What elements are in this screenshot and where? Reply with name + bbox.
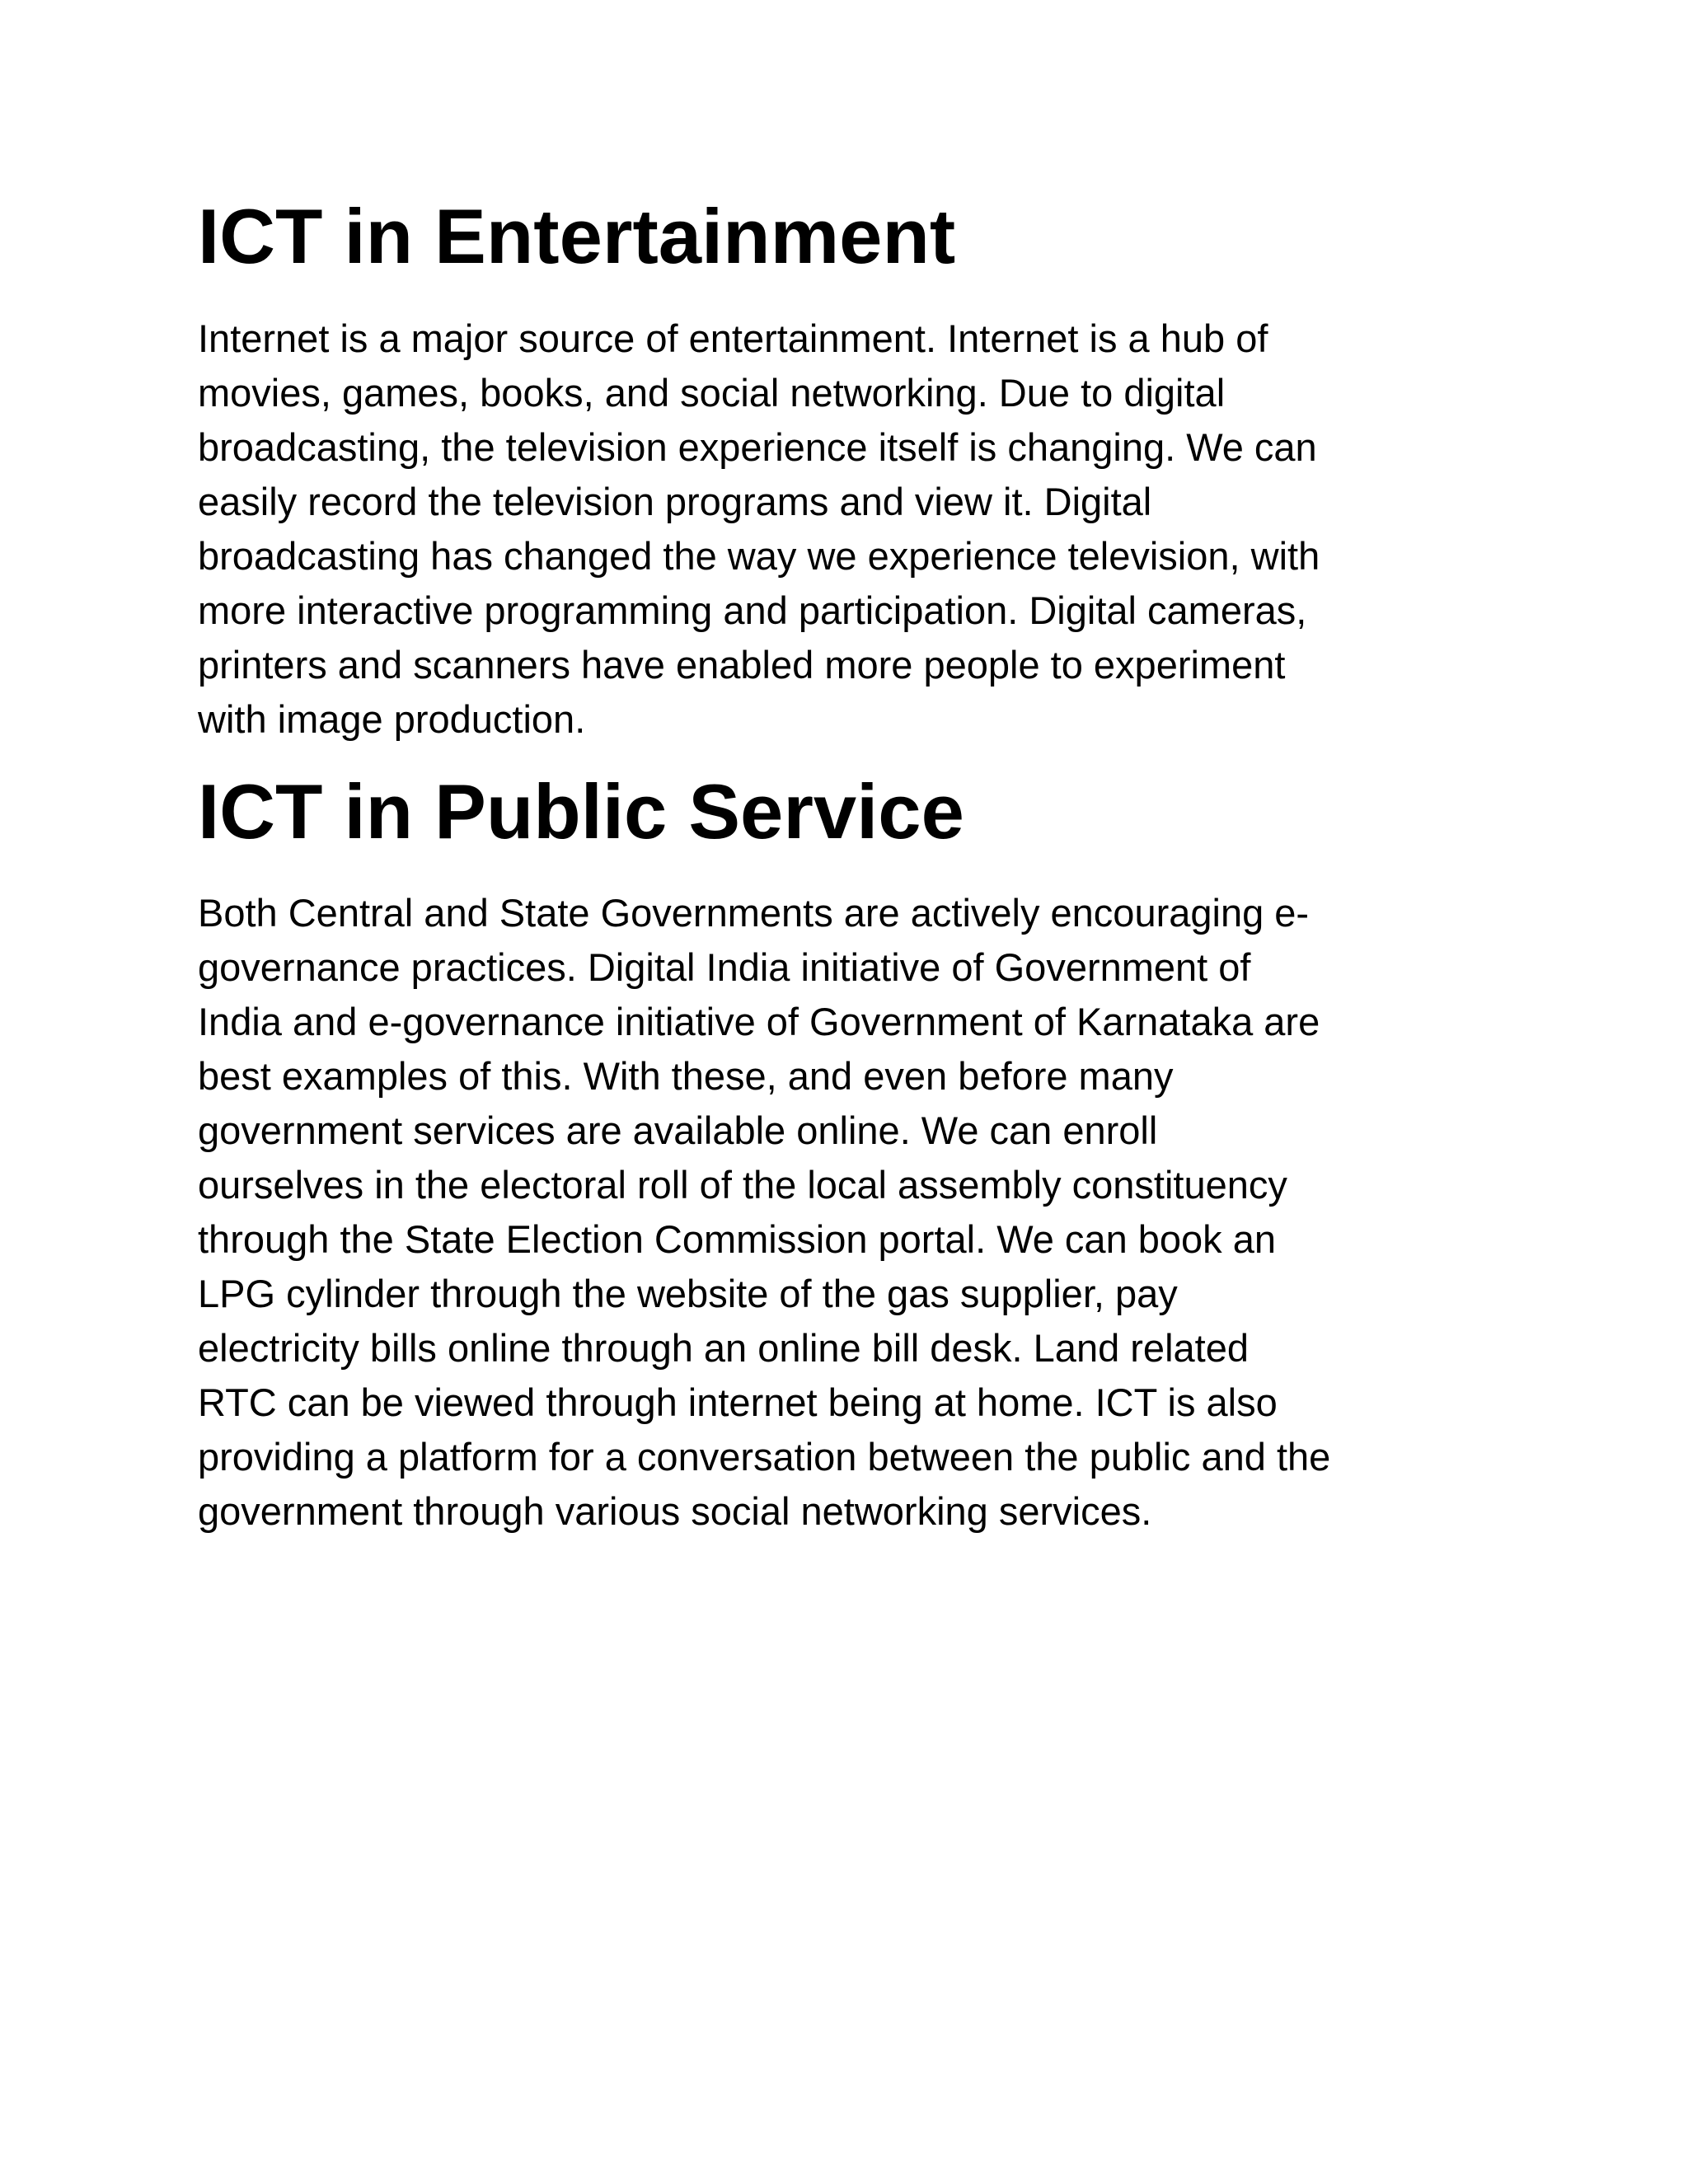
body-line: government services are available online. We can enroll (198, 1108, 1158, 1152)
section-heading-public-service: ICT in Public Service (198, 768, 964, 855)
body-line: government through various social networking services. (198, 1489, 1152, 1533)
body-line: broadcasting has changed the way we experience television, with (198, 534, 1320, 578)
body-line: India and e-governance initiative of Government of Karnataka are (198, 1000, 1320, 1043)
body-line: providing a platform for a conversation between the public and the (198, 1435, 1331, 1479)
body-line: easily record the television programs and view it. Digital (198, 480, 1152, 523)
body-line: electricity bills online through an online bill desk. Land related (198, 1326, 1249, 1370)
body-line: RTC can be viewed through internet being at home. ICT is also (198, 1380, 1278, 1424)
body-line: broadcasting, the television experience itself is changing. We can (198, 425, 1317, 469)
body-line: movies, games, books, and social networking. Due to digital (198, 371, 1226, 415)
body-line: governance practices. Digital India initiative of Government of (198, 945, 1251, 989)
section-heading-entertainment: ICT in Entertainment (198, 193, 956, 279)
body-line: LPG cylinder through the website of the gas supplier, pay (198, 1272, 1178, 1315)
body-line: Both Central and State Governments are actively encouraging e- (198, 891, 1310, 935)
body-line: through the State Election Commission portal. We can book an (198, 1217, 1277, 1261)
body-line: ourselves in the electoral roll of the local assembly constituency (198, 1163, 1287, 1207)
body-line: printers and scanners have enabled more people to experiment (198, 643, 1286, 687)
section-body-public-service (198, 886, 1330, 1539)
body-line: with image production. (198, 697, 586, 741)
section-body-entertainment (198, 312, 1320, 747)
body-line: Internet is a major source of entertainment. Internet is a hub of (198, 316, 1268, 360)
body-line: more interactive programming and participation. Digital cameras, (198, 588, 1307, 632)
body-line: best examples of this. With these, and even before many (198, 1054, 1174, 1098)
